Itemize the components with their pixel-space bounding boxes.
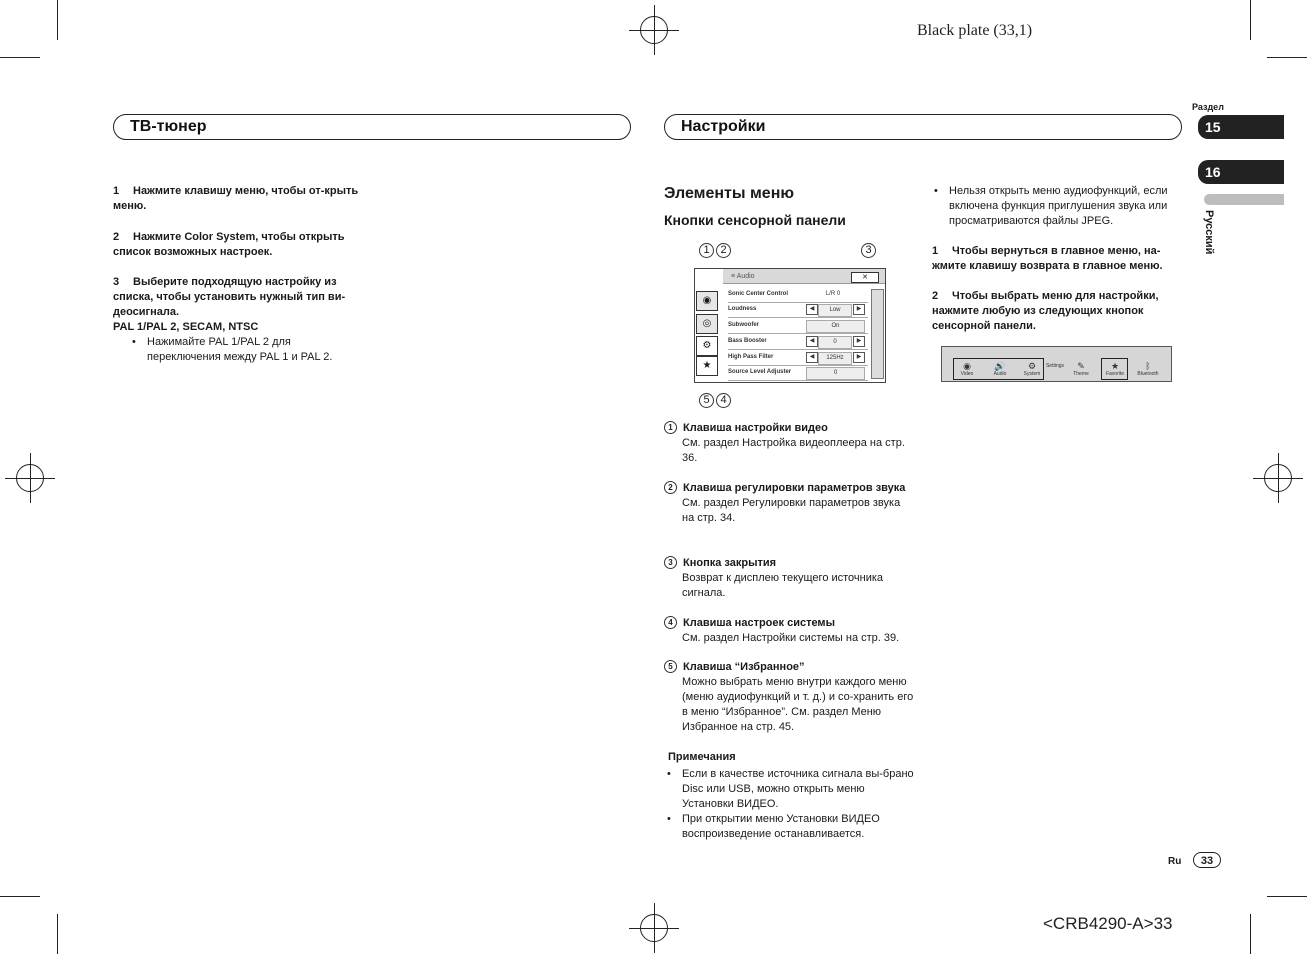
item-3 <box>664 556 914 601</box>
callout-2: 2 <box>716 243 731 258</box>
step-text: Нажмите Color System, чтобы открыть список возможных настроек. <box>113 231 345 258</box>
menu-icon: ≡ <box>731 273 737 280</box>
section-label: Раздел <box>1192 102 1224 112</box>
crop-mark <box>57 0 58 40</box>
callout-5: 5 <box>699 393 714 408</box>
section-tab-15[interactable]: 15 <box>1198 115 1284 139</box>
item-number: 2 <box>664 481 677 494</box>
bar-label: Favorite <box>1105 371 1125 377</box>
bar-video-button[interactable] <box>952 361 982 377</box>
language-label: Русский <box>1203 210 1215 255</box>
crop-mark <box>57 914 58 954</box>
language-code: Ru <box>1168 856 1182 867</box>
note-text: Если в качестве источника сигнала вы-брано Disc или USB, можно открыть меню Установки ВИДЕО. <box>682 768 914 810</box>
audio-settings-button[interactable] <box>696 314 718 334</box>
bar-label: Theme <box>1073 371 1089 377</box>
note-2: • При открытии меню Установки ВИДЕО воспроизведение останавливается. <box>667 813 880 840</box>
step-1 <box>113 184 363 214</box>
item-2 <box>664 481 914 526</box>
registration-mark-top <box>640 16 668 44</box>
audio-menu-bullet: • Нельзя открыть меню аудиофункций, если включена функция приглушения звука или просматриваются файлы JPEG. <box>934 185 1168 227</box>
gear-icon: ⚙ <box>1027 361 1037 371</box>
bar-favorite-button[interactable] <box>1100 361 1130 377</box>
row-value: L/R 0 <box>803 289 863 300</box>
arrow-left-icon[interactable]: ◀ <box>806 304 818 315</box>
right-step-1 <box>932 244 1182 274</box>
section-title-tv-tuner: ТВ-тюнер <box>113 114 631 140</box>
disc-icon: ◉ <box>963 361 971 371</box>
arrow-right-icon[interactable]: ▶ <box>853 304 865 315</box>
bullet-text: Нажимайте PAL 1/PAL 2 для переключения между PAL 1 и PAL 2. <box>147 336 333 363</box>
bar-label: System <box>1023 371 1041 377</box>
callout-1: 1 <box>699 243 714 258</box>
item-5 <box>664 660 914 735</box>
item-number: 1 <box>664 421 677 434</box>
crop-mark <box>1267 896 1307 897</box>
page-number: 33 <box>1193 852 1221 868</box>
bar-audio-button[interactable] <box>985 361 1015 377</box>
row-label: High Pass Filter <box>728 354 774 360</box>
star-icon: ★ <box>702 360 712 371</box>
row-value: 0 <box>806 367 865 380</box>
step-3 <box>113 275 363 320</box>
step-number: 1 <box>932 245 939 257</box>
item-title: Клавиша настроек системы <box>683 617 835 629</box>
step-text: Нажмите клавишу меню, чтобы от-крыть меню. <box>113 185 359 212</box>
item-4 <box>664 616 924 646</box>
video-options: PAL 1/PAL 2, SECAM, NTSC <box>113 321 259 333</box>
item-text: Можно выбрать меню внутри каждого меню (меню аудиофункций и т. д.) и со-хранить его в меню “Избранное”. См. раздел Меню Избранное на стр. 45. <box>682 676 914 733</box>
row-label: Bass Booster <box>728 338 767 344</box>
registration-mark-bottom <box>640 914 668 942</box>
menu-row[interactable] <box>728 365 868 381</box>
audio-menu-screen <box>694 268 886 383</box>
favorite-button[interactable] <box>696 356 718 376</box>
bar-bluetooth-button[interactable] <box>1133 361 1163 377</box>
item-title: Клавиша регулировки параметров звука <box>683 482 906 494</box>
step-number: 3 <box>113 276 120 288</box>
video-settings-button[interactable] <box>696 291 718 311</box>
menu-row[interactable] <box>728 334 868 350</box>
arrow-right-icon[interactable]: ▶ <box>853 336 865 347</box>
bar-theme-button[interactable] <box>1066 361 1096 377</box>
bar-label: Audio <box>993 371 1007 377</box>
step-number: 2 <box>113 231 120 243</box>
disc-icon: ◉ <box>702 295 712 306</box>
speaker-icon: 🔊 <box>994 361 1006 371</box>
tv-bullet: • Нажимайте PAL 1/PAL 2 для переключения между PAL 1 и PAL 2. <box>132 336 333 363</box>
menu-elements-heading: Элементы меню <box>664 185 795 202</box>
item-title: Кнопка закрытия <box>683 557 777 569</box>
section-tab-gray <box>1204 194 1284 205</box>
item-title: Клавиша “Избранное” <box>683 661 805 673</box>
star-icon: ★ <box>1110 361 1120 371</box>
right-step-2 <box>932 289 1182 334</box>
system-settings-button[interactable] <box>696 336 718 356</box>
row-label: Source Level Adjuster <box>728 369 792 375</box>
step-text: Чтобы выбрать меню для настройки, нажмите любую из следующих кнопок сенсорной панели. <box>932 290 1159 332</box>
row-label: Loudness <box>728 306 757 312</box>
menu-row[interactable] <box>728 350 868 366</box>
arrow-right-icon[interactable]: ▶ <box>853 352 865 363</box>
menu-row[interactable] <box>728 302 868 318</box>
row-value: 125Hz <box>818 352 852 365</box>
bar-label: Bluetooth <box>1137 371 1159 377</box>
step-2 <box>113 230 363 260</box>
row-value: On <box>806 320 865 333</box>
step-number: 2 <box>932 290 939 302</box>
gear-icon: ⚙ <box>702 340 712 351</box>
crop-mark <box>1250 0 1251 40</box>
row-label: Subwoofer <box>728 322 759 328</box>
crop-mark <box>1267 57 1307 58</box>
arrow-left-icon[interactable]: ◀ <box>806 336 818 347</box>
item-number: 4 <box>664 616 677 629</box>
item-1 <box>664 421 914 466</box>
step-number: 1 <box>113 185 120 197</box>
footer-code: <CRB4290-A>33 <box>1043 914 1173 933</box>
speaker-icon: ◎ <box>702 318 712 329</box>
touch-buttons-heading: Кнопки сенсорной панели <box>664 212 846 228</box>
crop-mark <box>1250 914 1251 954</box>
scrollbar[interactable] <box>871 289 884 379</box>
row-value: 0 <box>818 336 852 349</box>
notes-heading: Примечания <box>668 751 736 763</box>
note-1: • Если в качестве источника сигнала вы-брано Disc или USB, можно открыть меню Установки ВИДЕО. <box>667 768 914 810</box>
row-label: Sonic Center Control <box>728 291 789 297</box>
item-number: 5 <box>664 660 677 673</box>
crop-mark <box>0 57 40 58</box>
bullet-text: Нельзя открыть меню аудиофункций, если включена функция приглушения звука или просматриваются файлы JPEG. <box>949 185 1168 227</box>
arrow-left-icon[interactable]: ◀ <box>806 352 818 363</box>
plate-label: Black plate (33,1) <box>917 22 1033 39</box>
menu-row[interactable] <box>728 318 868 334</box>
screen-header-label: Audio <box>736 273 755 280</box>
callout-4: 4 <box>716 393 731 408</box>
bluetooth-icon: ᛒ <box>1145 361 1151 371</box>
step-text: Выберите подходящую настройку из списка, чтобы установить нужный тип ви-деосигнала. <box>113 276 346 318</box>
theme-icon: ✎ <box>1077 361 1085 371</box>
item-number: 3 <box>664 556 677 569</box>
item-title: Клавиша настройки видео <box>683 422 828 434</box>
bar-settings-label: Settings <box>1045 363 1065 369</box>
step-text: Чтобы вернуться в главное меню, на-жмите клавишу возврата в главное меню. <box>932 245 1163 272</box>
item-text: Возврат к дисплею текущего источника сигнала. <box>682 572 884 599</box>
registration-mark-right <box>1264 464 1292 492</box>
section-title-settings: Настройки <box>664 114 1182 140</box>
row-value: Low <box>818 304 852 317</box>
close-button[interactable]: ✕ <box>851 272 879 283</box>
section-tab-16[interactable]: 16 <box>1198 160 1284 184</box>
registration-mark-left <box>16 464 44 492</box>
crop-mark <box>0 896 40 897</box>
menu-row[interactable] <box>728 287 868 303</box>
settings-menu-bar <box>941 346 1172 382</box>
callout-3: 3 <box>861 243 876 258</box>
note-text: При открытии меню Установки ВИДЕО воспроизведение останавливается. <box>682 813 880 840</box>
item-text: См. раздел Настройки системы на стр. 39. <box>682 632 900 644</box>
item-text: См. раздел Регулировки параметров звука на стр. 34. <box>682 497 901 524</box>
item-text: См. раздел Настройка видеоплеера на стр. 36. <box>682 437 905 464</box>
bar-label: Video <box>960 371 974 377</box>
